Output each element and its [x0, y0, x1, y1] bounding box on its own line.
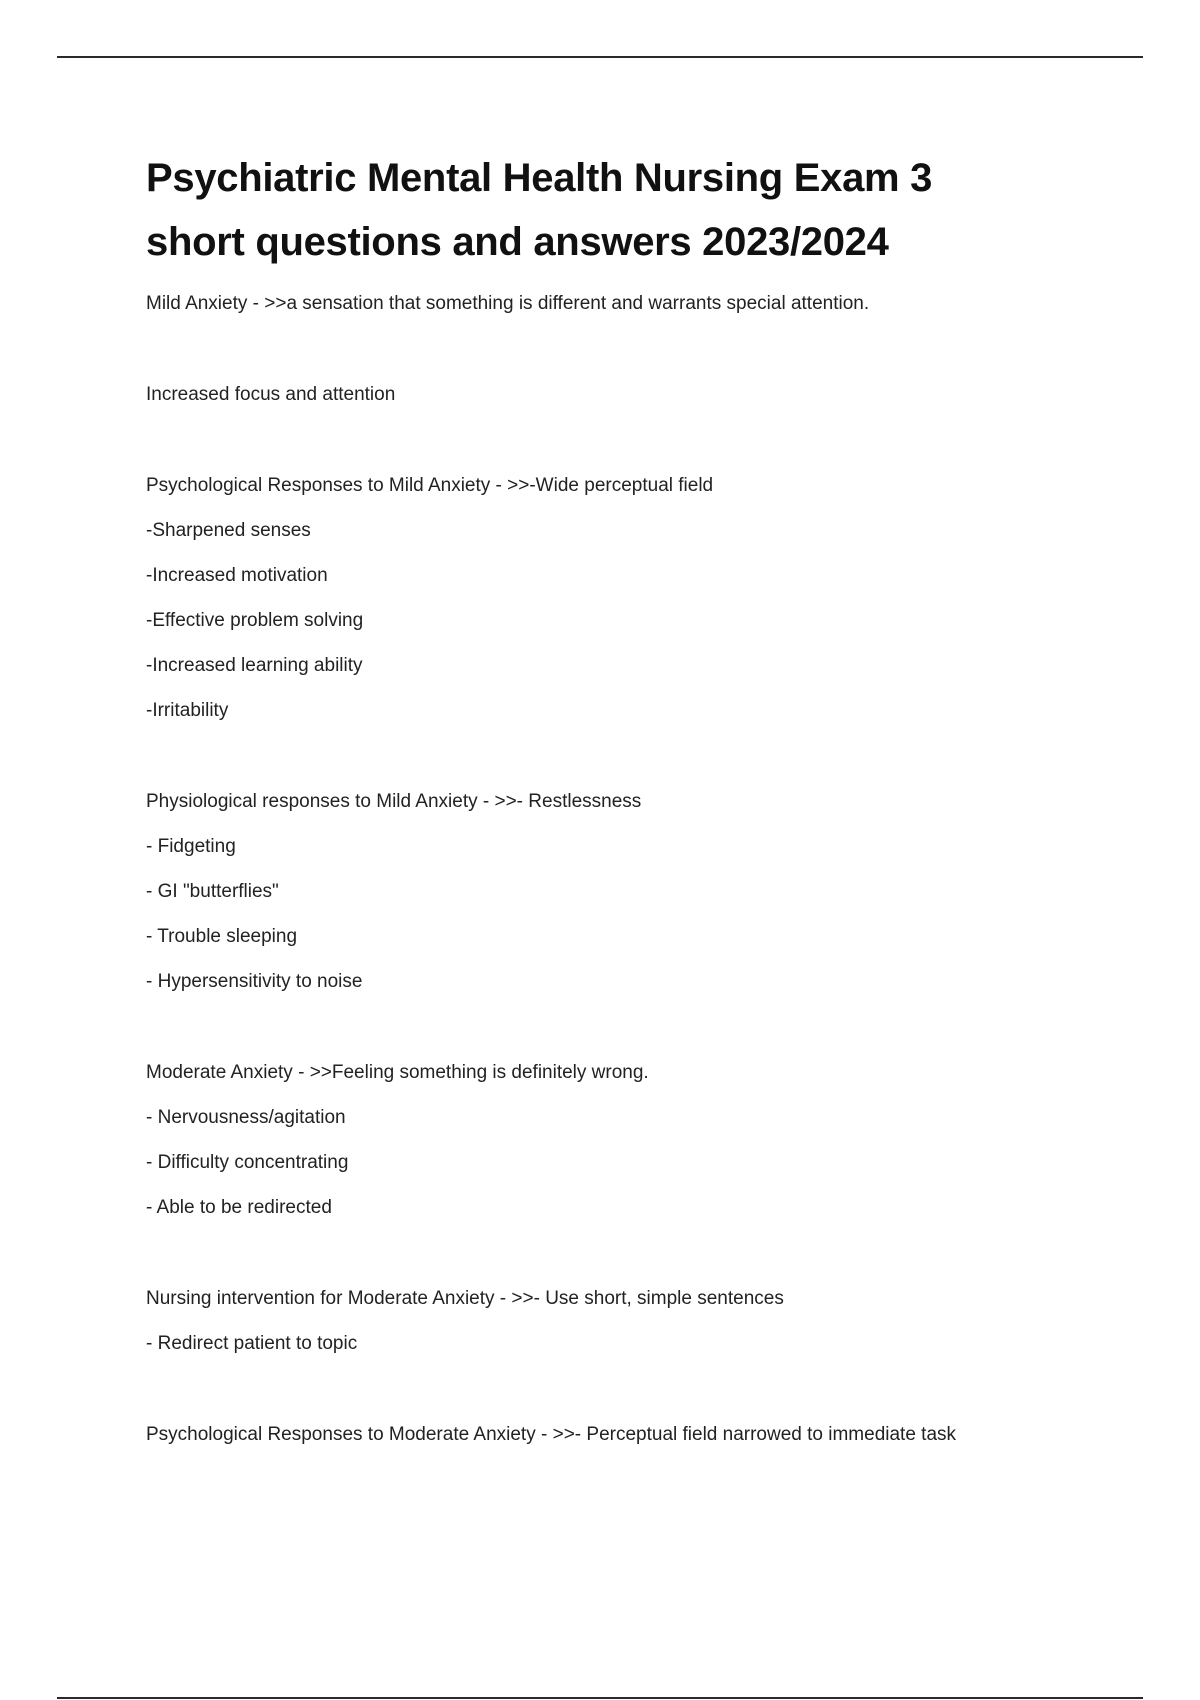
list-item: -Irritability: [146, 700, 229, 721]
list-item: - Trouble sleeping: [146, 926, 298, 947]
qa-mild-anxiety: [146, 292, 1086, 316]
qa-psychological-mild: [146, 474, 1086, 723]
qa-line: Psychological Responses to Moderate Anxiety - >>- Perceptual field narrowed to immediate task: [146, 1424, 957, 1445]
qa-line: Physiological responses to Mild Anxiety - >>- Restlessness: [146, 791, 642, 812]
title-line-2: short questions and answers 2023/2024: [146, 220, 889, 264]
qa-line: Moderate Anxiety - >>Feeling something is definitely wrong.: [146, 1062, 649, 1083]
qa-line: Increased focus and attention: [146, 384, 396, 405]
list-item: - Fidgeting: [146, 836, 236, 857]
list-item: - Able to be redirected: [146, 1197, 332, 1218]
document-title: [146, 146, 1086, 274]
qa-increased-focus: [146, 383, 1086, 407]
qa-nursing-intervention-moderate: [146, 1287, 1086, 1356]
list-item: - Hypersensitivity to noise: [146, 971, 363, 992]
list-item: -Effective problem solving: [146, 610, 364, 631]
document-body: [146, 146, 1086, 1447]
list-item: - Redirect patient to topic: [146, 1333, 358, 1354]
title-line-1: Psychiatric Mental Health Nursing Exam 3: [146, 156, 933, 200]
list-item: -Sharpened senses: [146, 520, 311, 541]
list-item: -Increased learning ability: [146, 655, 363, 676]
list-item: -Increased motivation: [146, 565, 328, 586]
qa-psychological-moderate: [146, 1423, 1086, 1447]
qa-physiological-mild: [146, 790, 1086, 994]
list-item: - GI "butterflies": [146, 881, 279, 902]
top-rule: [57, 56, 1143, 58]
qa-moderate-anxiety: [146, 1061, 1086, 1220]
qa-line: Psychological Responses to Mild Anxiety - >>-Wide perceptual field: [146, 475, 714, 496]
bottom-rule: [57, 1697, 1143, 1699]
qa-line: Nursing intervention for Moderate Anxiety - >>- Use short, simple sentences: [146, 1288, 784, 1309]
list-item: - Difficulty concentrating: [146, 1152, 349, 1173]
qa-line: Mild Anxiety - >>a sensation that something is different and warrants special attention.: [146, 293, 870, 314]
list-item: - Nervousness/agitation: [146, 1107, 346, 1128]
